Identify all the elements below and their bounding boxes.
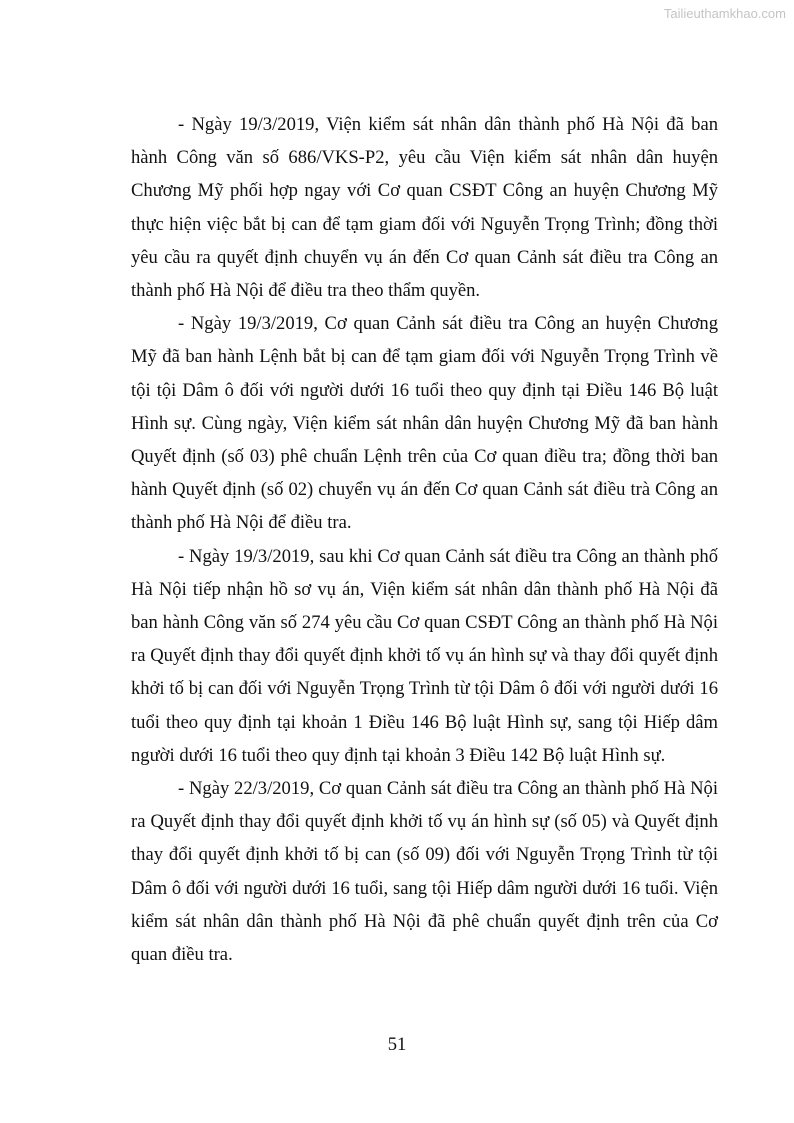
watermark-text: Tailieuthamkhao.com — [663, 6, 786, 21]
paragraph-4: - Ngày 22/3/2019, Cơ quan Cảnh sát điều tra Công an thành phố Hà Nội ra Quyết định thay đổi quyết định khởi tố vụ án hình sự (số 05) và Quyết định thay đổi quyết định khởi tố bị can (số 09) đối với Nguyễn Trọng Trình từ tội Dâm ô đối với người dưới 16 tuổi, sang tội Hiếp dâm người dưới 16 tuổi. Viện kiểm sát nhân dân thành phố Hà Nội đã phê chuẩn quyết định trên của Cơ quan điều tra. — [131, 778, 718, 966]
paragraph-2: - Ngày 19/3/2019, Cơ quan Cảnh sát điều tra Công an huyện Chương Mỹ đã ban hành Lệnh bắt bị can để tạm giam đối với Nguyễn Trọng Trình về tội tội Dâm ô đối với người dưới 16 tuổi theo quy định tại Điều 146 Bộ luật Hình sự. Cùng ngày, Viện kiểm sát nhân dân huyện Chương Mỹ đã ban hành Quyết định (số 03) phê chuẩn Lệnh trên của Cơ quan điều tra; đồng thời ban hành Quyết định (số 02) chuyển vụ án đến Cơ quan Cảnh sát điều trà Công an thành phố Hà Nội để điều tra. — [131, 313, 718, 534]
paragraph-3: - Ngày 19/3/2019, sau khi Cơ quan Cảnh sát điều tra Công an thành phố Hà Nội tiếp nhận hồ sơ vụ án, Viện kiểm sát nhân dân thành phố Hà Nội đã ban hành Công văn số 274 yêu cầu Cơ quan CSĐT Công an thành phố Hà Nội ra Quyết định thay đổi quyết định khởi tố vụ án hình sự và thay đổi quyết định khởi tố bị can đối với Nguyễn Trọng Trình từ tội Dâm ô đối với người dưới 16 tuổi theo quy định tại khoản 1 Điều 146 Bộ luật Hình sự, sang tội Hiếp dâm người dưới 16 tuổi theo quy định tại khoản 3 Điều 142 Bộ luật Hình sự. — [131, 545, 718, 766]
page-number: 51 — [387, 1034, 407, 1055]
paragraph-1: - Ngày 19/3/2019, Viện kiểm sát nhân dân thành phố Hà Nội đã ban hành Công văn số 686/VKS-P2, yêu cầu Viện kiểm sát nhân dân huyện Chương Mỹ phối hợp ngay với Cơ quan CSĐT Công an huyện Chương Mỹ thực hiện việc bắt bị can để tạm giam đối với Nguyễn Trọng Trình; đồng thời yêu cầu ra quyết định chuyển vụ án đến Cơ quan Cảnh sát điều tra Công an thành phố Hà Nội để điều tra theo thẩm quyền. — [131, 114, 718, 302]
document-body — [131, 108, 718, 971]
